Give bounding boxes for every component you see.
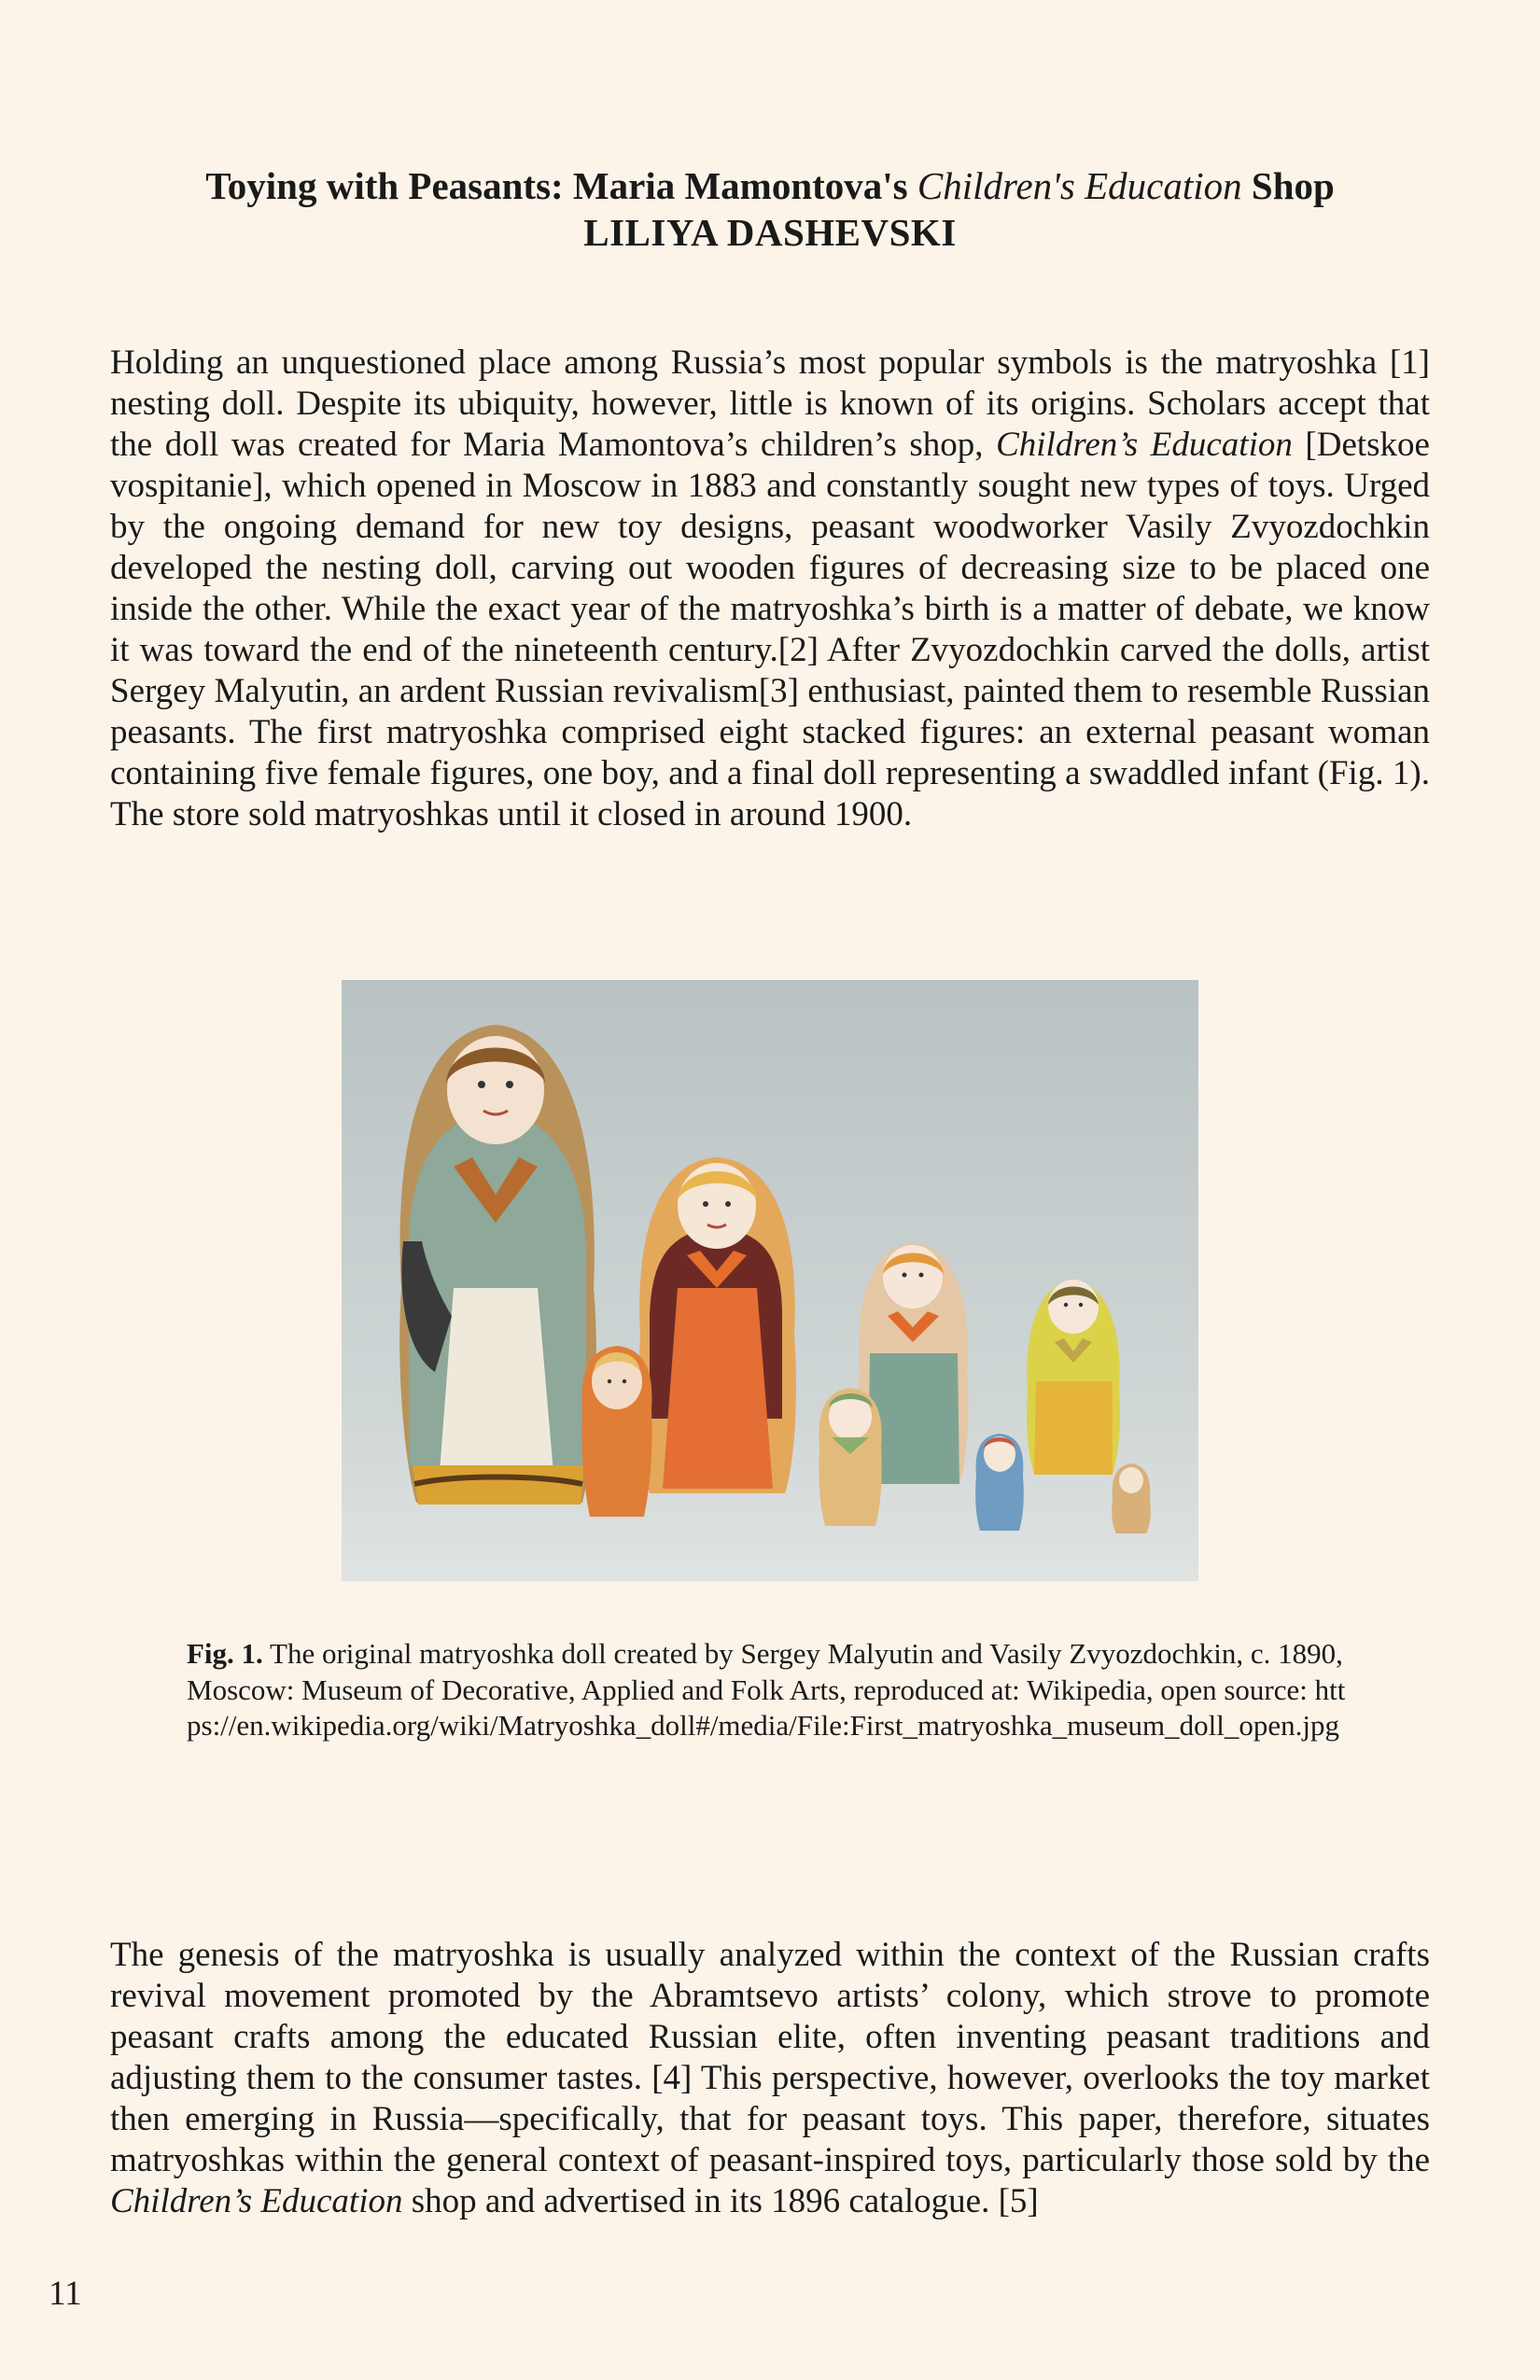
doll-fourth <box>1027 1280 1120 1475</box>
doll-infant <box>1112 1463 1151 1533</box>
author-name: LILIYA DASHEVSKI <box>583 211 957 254</box>
article-header <box>110 162 1430 256</box>
italic-shop-name: Children’s Education <box>996 426 1293 464</box>
title-italic-shop-name: Children's Education <box>917 164 1242 207</box>
caption-text: The original matryoshka doll created by Sergey Malyutin and Vasily Zvyozdochkin, c. 1890, Moscow: Museum of Decorative, Applied and Folk Arts, reproduced at: Wikipedia, open source: <box>187 1637 1343 1706</box>
caption-source-url[interactable]: https://en.wikipedia.org/wiki/Matryoshka_doll#/media/File:First_matryoshka_museum_doll_open.jpg <box>187 1673 1346 1742</box>
body-paragraph-1: Holding an unquestioned place among Russia’s most popular symbols is the matryoshka [1] nesting doll. Despite its ubiquity, however, little is known of its origins. Scholars accept that the doll was created for Maria Mamontova’s children’s shop, Children’s Education [Detskoe vospitanie], which opened in Moscow in 1883 and constantly sought new types of toys. Urged by the ongoing demand for new toy designs, peasant woodworker Vasily Zvyozdochkin developed the nesting doll, carving out wooden figures of decreasing size to be placed one inside the other. While the exact year of the matryoshka’s birth is a matter of debate, we know it was toward the end of the nineteenth century.[2] After Zvyozdochkin carved the dolls, artist Sergey Malyutin, an ardent Russian revivalism[3] enthusiast, painted them to resemble Russian peasants. The first matryoshka comprised eight stacked figures: an external peasant woman containing five female figures, one boy, and a final doll representing a swaddled infant (Fig. 1). The store sold matryoshkas until it closed in around 1900. <box>110 343 1430 833</box>
figure-caption <box>187 1636 1353 1744</box>
caption-label: Fig. 1. <box>187 1637 263 1670</box>
figure-matryoshka-photo <box>342 980 1198 1581</box>
doll-small-green <box>819 1388 881 1526</box>
doll-small-blue <box>975 1434 1024 1531</box>
article-title <box>110 162 1430 209</box>
title-text-part1: Toying with Peasants: Maria Mamontova's <box>205 164 917 207</box>
doll-second <box>639 1157 796 1493</box>
body-paragraph-2: The genesis of the matryoshka is usually analyzed within the context of the Russian crafts revival movement promoted by the Abramtsevo artists’ colony, which strove to promote peasant crafts among the educated Russian elite, often inventing peasant traditions and adjusting them to the consumer tastes. [4] This perspective, however, overlooks the toy market then emerging in Russia—specifically, that for peasant toys. This paper, therefore, situates matryoshkas within the general context of peasant-inspired toys, particularly those sold by the Children’s Education shop and advertised in its 1896 catalogue. [5] <box>110 1936 1430 2220</box>
doll-large <box>399 1025 596 1505</box>
matryoshka-photo <box>342 980 1198 1581</box>
page-number: 11 <box>49 2275 82 2313</box>
title-text-part2: Shop <box>1241 164 1335 207</box>
doll-boy <box>581 1346 651 1517</box>
italic-shop-name: Children’s Education <box>110 2182 403 2220</box>
